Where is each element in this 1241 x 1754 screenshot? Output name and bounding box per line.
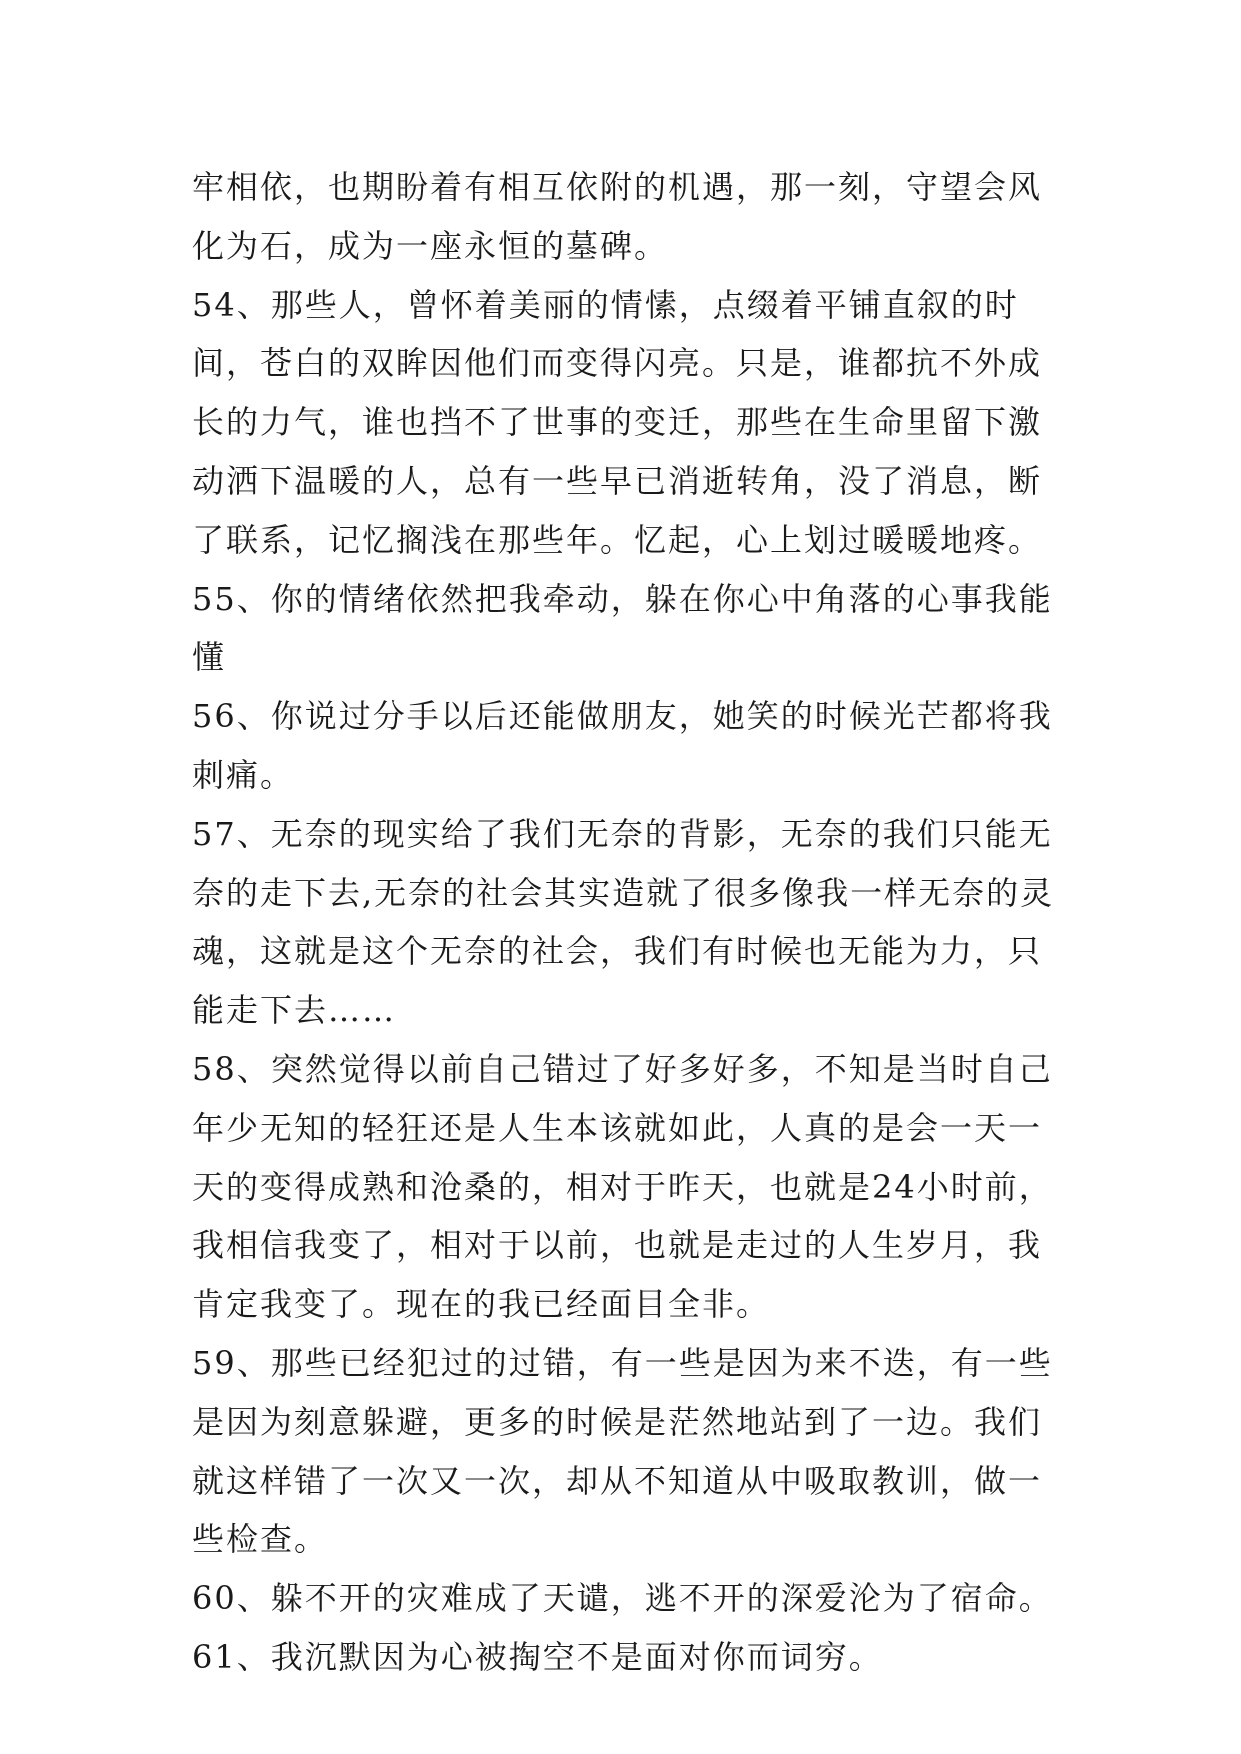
body-text <box>192 158 1072 1687</box>
paragraph-continuation: 牢相依，也期盼着有相互依附的机遇，那一刻，守望会风化为石，成为一座永恒的墓碑。 <box>192 168 1043 265</box>
paragraph-61: 61、我沉默因为心被掏空不是面对你而词穷。 <box>192 1637 883 1676</box>
paragraph-60: 60、躲不开的灾难成了天谴，逃不开的深爱沦为了宿命。 <box>192 1579 1053 1618</box>
paragraph-54: 54、那些人，曾怀着美丽的情愫，点缀着平铺直叙的时间，苍白的双眸因他们而变得闪亮。只是，谁都抗不外成长的力气，谁也挡不了世事的变迁，那些在生命里留下激动洒下温暖的人，总有一些早已消逝转角，没了消息，断了联系，记忆搁浅在那些年。忆起，心上划过暖暖地疼。 <box>192 285 1043 559</box>
paragraph-55: 55、你的情绪依然把我牵动，躲在你心中角落的心事我能懂 <box>192 579 1053 677</box>
paragraph-56: 56、你说过分手以后还能做朋友，她笑的时候光芒都将我刺痛。 <box>192 697 1053 794</box>
paragraph-59: 59、那些已经犯过的过错，有一些是因为来不迭，有一些是因为刻意躲避，更多的时候是茫然地站到了一边。我们就这样错了一次又一次，却从不知道从中吸取教训，做一些检查。 <box>192 1343 1053 1559</box>
paragraph-57: 57、无奈的现实给了我们无奈的背影，无奈的我们只能无奈的走下去,无奈的社会其实造就了很多像我一样无奈的灵魂，这就是这个无奈的社会，我们有时候也无能为力，只能走下去…… <box>192 814 1055 1030</box>
paragraph-58: 58、突然觉得以前自己错过了好多好多，不知是当时自己年少无知的轻狂还是人生本该就如此，人真的是会一天一天的变得成熟和沧桑的，相对于昨天，也就是24小时前，我相信我变了，相对于以前，也就是走过的人生岁月，我肯定我变了。现在的我已经面目全非。 <box>192 1049 1053 1324</box>
